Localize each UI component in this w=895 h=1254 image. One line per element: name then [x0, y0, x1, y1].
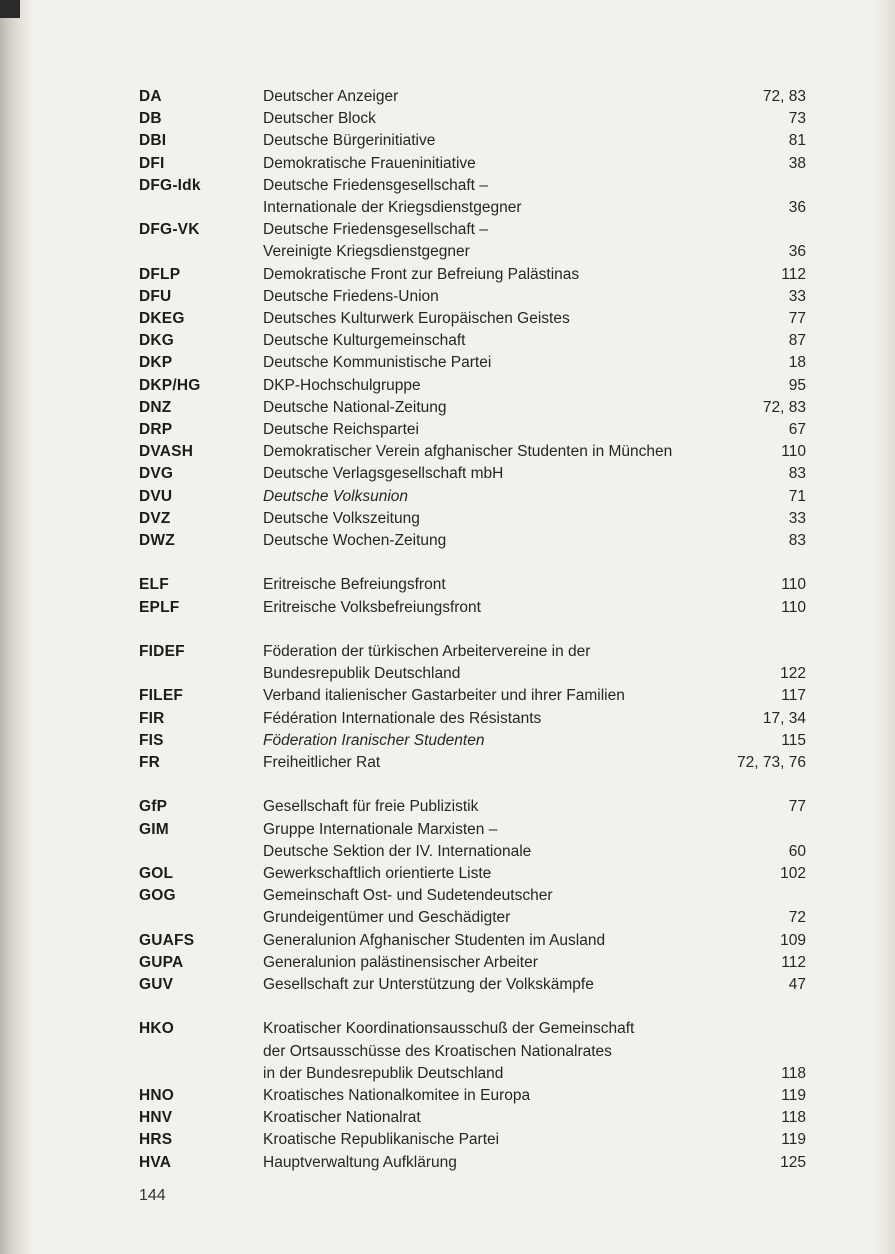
entry-name-line: Demokratischer Verein afghanischer Studenten in München: [263, 443, 673, 461]
entry-abbreviation: FIDEF: [139, 643, 185, 660]
entry-page-refs: 87: [788, 332, 806, 350]
entry-abbreviation: GOG: [139, 887, 176, 905]
entry-name-line: Deutsche Friedensgesellschaft –: [263, 221, 488, 239]
entry-name-line: Deutsche National-Zeitung: [263, 398, 447, 416]
entry-page-refs: 119: [781, 1087, 806, 1104]
entry-abbreviation: GUPA: [139, 953, 184, 971]
entry-page-refs: 72: [788, 909, 806, 927]
entry-name-line: Demokratische Front zur Befreiung Palästinas: [263, 265, 580, 283]
entry-name-line: Deutsche Sektion der IV. Internationale: [263, 842, 532, 860]
entry-abbreviation: DRP: [139, 421, 173, 438]
entry-abbreviation: DVG: [139, 465, 174, 483]
entry-page-refs: 36: [788, 243, 806, 261]
entry-abbreviation: DVASH: [139, 443, 194, 461]
entry-name-line: Kroatischer Nationalrat: [263, 1109, 421, 1127]
entry-page-refs: 122: [780, 665, 806, 683]
entry-page-refs: 60: [788, 842, 806, 860]
entry-abbreviation: HNV: [139, 1109, 173, 1127]
entry-name-line: in der Bundesrepublik Deutschland: [263, 1064, 504, 1082]
entry-abbreviation: DFU: [139, 287, 172, 305]
entry-name-line: Deutsches Kulturwerk Europäischen Geistes: [263, 310, 570, 327]
entry-name-line: Deutsche Kulturgemeinschaft: [263, 332, 466, 350]
entry-page-refs: 112: [781, 953, 806, 971]
index-entry: [0, 86, 895, 108]
entry-abbreviation: HVA: [139, 1153, 172, 1171]
entry-name-line: der Ortsausschüsse des Kroatischen Nationalrates: [263, 1042, 612, 1060]
entry-abbreviation: GUAFS: [139, 931, 195, 949]
entry-name-line: Eritreische Volksbefreiungsfront: [263, 598, 481, 616]
entry-name-line: Kroatischer Koordinationsausschuß der Gemeinschaft: [263, 1020, 635, 1038]
index-entry: [0, 752, 895, 774]
entry-page-refs: 72, 83: [762, 398, 806, 416]
entry-abbreviation: ELF: [139, 576, 169, 594]
entry-abbreviation: DKG: [139, 332, 175, 350]
entry-name-line: Gesellschaft für freie Publizistik: [263, 798, 479, 816]
index-entry: [0, 441, 895, 463]
entry-page-refs: 72, 83: [762, 88, 806, 105]
index-entry: [0, 397, 895, 419]
index-entry: [0, 108, 895, 130]
index-entry: [0, 286, 895, 308]
entry-abbreviation: DFLP: [139, 265, 181, 283]
index-entry: [0, 1129, 895, 1151]
entry-page-refs: 115: [781, 731, 806, 749]
entry-page-refs: 47: [788, 976, 806, 993]
index-entry: [0, 796, 895, 818]
index-entry: [0, 597, 895, 619]
entry-abbreviation: FILEF: [139, 687, 184, 705]
entry-page-refs: 118: [781, 1109, 806, 1127]
entry-name-line: Hauptverwaltung Aufklärung: [263, 1153, 457, 1171]
entry-name-line: Freiheitlicher Rat: [263, 754, 381, 771]
entry-name-line: Deutsche Verlagsgesellschaft mbH: [263, 465, 504, 483]
index-entry: [0, 308, 895, 330]
index-entry: [0, 463, 895, 485]
entry-page-refs: 67: [788, 421, 806, 438]
index-entry: [0, 1152, 895, 1174]
entry-abbreviation: DBI: [139, 132, 167, 150]
index-entry: [0, 1107, 895, 1129]
index-entry: [0, 352, 895, 374]
entry-abbreviation: DKEG: [139, 310, 185, 327]
entry-name-line: Internationale der Kriegsdienstgegner: [263, 198, 522, 216]
entry-abbreviation: GIM: [139, 820, 169, 838]
entry-page-refs: 36: [788, 198, 806, 216]
entry-abbreviation: EPLF: [139, 598, 180, 616]
entry-name-line: Generalunion palästinensischer Arbeiter: [263, 953, 538, 971]
entry-name-line: Gewerkschaftlich orientierte Liste: [263, 865, 492, 882]
index-entry: [0, 974, 895, 996]
entry-name-line: Gesellschaft zur Unterstützung der Volkskämpfe: [263, 976, 594, 993]
entry-name-line: Deutsche Kommunistische Partei: [263, 354, 492, 372]
entry-abbreviation: FIR: [139, 709, 165, 727]
entry-abbreviation: FIS: [139, 731, 164, 749]
entry-name-line: Deutsche Volksunion: [263, 487, 409, 505]
entry-abbreviation: DFG-Idk: [139, 176, 201, 194]
entry-abbreviation: DVZ: [139, 509, 171, 527]
entry-name-line: DKP-Hochschulgruppe: [263, 376, 421, 394]
entry-page-refs: 18: [788, 354, 806, 372]
entry-abbreviation: GOL: [139, 865, 174, 882]
entry-page-refs: 112: [781, 265, 806, 283]
index-entry: [0, 130, 895, 152]
index-entry: [0, 175, 895, 219]
entry-name-line: Vereinigte Kriegsdienstgegner: [263, 243, 470, 261]
entry-abbreviation: DFG-VK: [139, 221, 200, 239]
entry-name-line: Verband italienischer Gastarbeiter und ihrer Familien: [263, 687, 625, 705]
entry-abbreviation: DVU: [139, 487, 173, 505]
entry-page-refs: 81: [788, 132, 806, 150]
entry-name-line: Eritreische Befreiungsfront: [263, 576, 446, 594]
entry-page-refs: 77: [788, 310, 806, 327]
entry-name-line: Kroatisches Nationalkomitee in Europa: [263, 1087, 531, 1104]
index-entry: [0, 641, 895, 685]
entry-name-line: Föderation der türkischen Arbeitervereine in der: [263, 643, 591, 660]
entry-abbreviation: DWZ: [139, 532, 175, 549]
index-entry: [0, 708, 895, 730]
entry-name-line: Grundeigentümer und Geschädigter: [263, 909, 511, 927]
index-entry: [0, 419, 895, 441]
entry-page-refs: 38: [788, 154, 806, 172]
entry-name-line: Deutscher Block: [263, 110, 376, 128]
scan-edge-mark: [0, 0, 20, 18]
index-entry: [0, 685, 895, 707]
index-entry: [0, 530, 895, 552]
entry-page-refs: 110: [781, 443, 806, 461]
entry-page-refs: 33: [788, 287, 806, 305]
entry-abbreviation: DA: [139, 88, 162, 105]
entry-abbreviation: DFI: [139, 154, 165, 172]
entry-name-line: Kroatische Republikanische Partei: [263, 1131, 500, 1149]
index-entry: [0, 930, 895, 952]
entry-name-line: Bundesrepublik Deutschland: [263, 665, 461, 683]
entry-name-line: Fédération Internationale des Résistants: [263, 709, 542, 727]
index-entry: [0, 952, 895, 974]
entry-name-line: Deutsche Wochen-Zeitung: [263, 532, 447, 549]
entry-abbreviation: DKP: [139, 354, 173, 372]
entry-name-line: Gemeinschaft Ost- und Sudetendeutscher: [263, 887, 553, 905]
entry-page-refs: 33: [788, 509, 806, 527]
entry-page-refs: 117: [781, 687, 806, 705]
entry-abbreviation: GfP: [139, 798, 168, 816]
index-entry: [0, 219, 895, 263]
entry-page-refs: 118: [781, 1064, 806, 1082]
entry-page-refs: 83: [788, 465, 806, 483]
entry-page-refs: 72, 73, 76: [737, 754, 806, 771]
index-entry: [0, 574, 895, 596]
entry-abbreviation: DB: [139, 110, 162, 128]
entry-page-refs: 109: [780, 931, 806, 949]
entry-abbreviation: DNZ: [139, 398, 172, 416]
entry-abbreviation: FR: [139, 754, 161, 771]
index-entry: [0, 885, 895, 929]
entry-abbreviation: HNO: [139, 1087, 175, 1104]
entry-name-line: Deutsche Friedensgesellschaft –: [263, 176, 488, 194]
entry-page-refs: 125: [780, 1153, 806, 1171]
entry-name-line: Generalunion Afghanischer Studenten im Ausland: [263, 931, 606, 949]
entry-name-line: Föderation Iranischer Studenten: [263, 731, 485, 749]
index-entry: [0, 863, 895, 885]
entry-page-refs: 77: [788, 798, 806, 816]
index-entry: [0, 153, 895, 175]
entry-name-line: Deutsche Reichspartei: [263, 421, 419, 438]
entry-abbreviation: HRS: [139, 1131, 173, 1149]
entry-page-refs: 71: [788, 487, 806, 505]
entry-page-refs: 17, 34: [762, 709, 806, 727]
entry-name-line: Deutsche Volkszeitung: [263, 509, 420, 527]
entry-name-line: Deutsche Bürgerinitiative: [263, 132, 436, 150]
entry-name-line: Gruppe Internationale Marxisten –: [263, 820, 498, 838]
index-entry: [0, 1018, 895, 1085]
entry-name-line: Deutscher Anzeiger: [263, 88, 399, 105]
index-entry: [0, 730, 895, 752]
page-number: 144: [139, 1187, 166, 1204]
entry-page-refs: 102: [780, 865, 806, 882]
entry-abbreviation: DKP/HG: [139, 376, 201, 394]
entry-page-refs: 119: [781, 1131, 806, 1149]
entry-page-refs: 110: [781, 598, 806, 616]
index-entry: [0, 375, 895, 397]
entry-abbreviation: GUV: [139, 976, 174, 993]
entry-page-refs: 73: [788, 110, 806, 128]
entry-abbreviation: HKO: [139, 1020, 175, 1038]
entry-page-refs: 110: [781, 576, 806, 594]
entry-name-line: Deutsche Friedens-Union: [263, 287, 439, 305]
index-entry: [0, 264, 895, 286]
index-entry: [0, 508, 895, 530]
index-entry: [0, 1085, 895, 1107]
index-entry: [0, 486, 895, 508]
entry-page-refs: 95: [788, 376, 806, 394]
index-entry: [0, 819, 895, 863]
entry-name-line: Demokratische Fraueninitiative: [263, 154, 476, 172]
entry-page-refs: 83: [788, 532, 806, 549]
index-entry: [0, 330, 895, 352]
